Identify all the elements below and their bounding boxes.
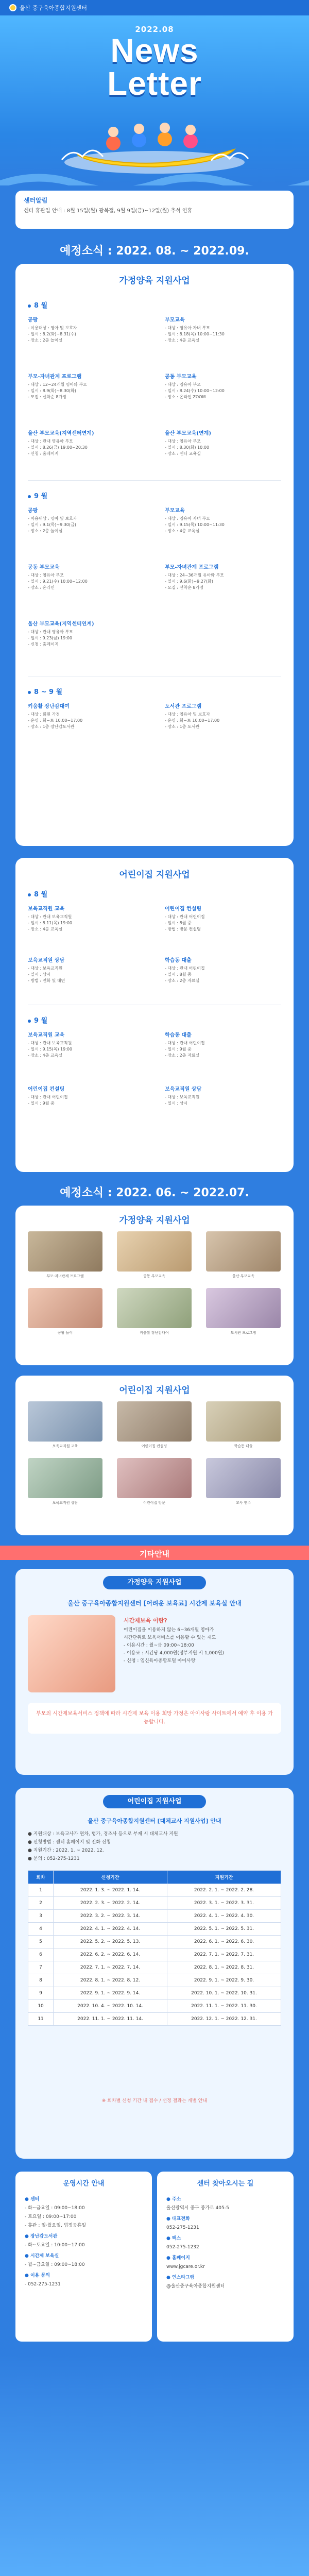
table-cell: 2022. 2. 1. ~ 2022. 2. 28.	[167, 1884, 281, 1897]
hours-box	[15, 2172, 152, 2342]
photo-caption: 부모-자녀관계 프로그램	[46, 1274, 84, 1278]
table-cell: 3	[28, 1910, 54, 1923]
timecare-headline: 울산 중구육아종합지원센터 [어려운 보육료] 시간제 보육실 안내	[67, 1600, 242, 1607]
info-line: 052-275-1231	[166, 2225, 199, 2230]
title-news: News	[110, 32, 199, 69]
substitute-teacher-card	[15, 1788, 294, 2159]
program-item: 공동 부모교육 - 대상 : 영유아 부모 - 일시 : 9.21(수) 10:00~12:00 - 장소 : 온라인	[28, 565, 88, 590]
divider	[28, 480, 281, 481]
other-banner-label: 기타안내	[140, 1549, 169, 1558]
timecare-photo	[28, 1615, 115, 1692]
timecare-highlight: 부모의 시간제보육서비스 정책에 따라 시간제 보육 이용 희망 가정은 아이사랑 사이트에서 예약 후 이용 가능합니다.	[28, 1703, 281, 1734]
photo-thumbnail[interactable]	[206, 1401, 281, 1442]
photo-caption: 공동 부모교육	[143, 1274, 165, 1278]
program-item: 보육교직원 상담 - 대상 : 보육교직원 - 일시 : 상시	[165, 1087, 202, 1106]
table-row	[28, 1948, 281, 1961]
table-cell: 7	[28, 1961, 54, 1974]
info-line: - 화~토요일 : 10:00~17:00	[25, 2243, 85, 2248]
info-line: www.jgcare.or.kr	[166, 2264, 205, 2269]
table-header-cell: 지원기간	[167, 1871, 281, 1884]
other-banner	[0, 1546, 309, 1560]
schedule-table	[28, 1870, 281, 2026]
table-cell: 2022. 11. 1. ~ 2022. 11. 14.	[54, 2013, 167, 2026]
table-cell: 2022. 3. 1. ~ 2022. 3. 31.	[167, 1897, 281, 1910]
contact-box	[157, 2172, 294, 2342]
photo-thumbnail[interactable]	[28, 1458, 102, 1498]
info-line: - 052-275-1231	[25, 2282, 61, 2287]
photo-caption: 보육교직원 교육	[52, 1444, 78, 1448]
program-item: 보육교직원 교육 - 대상 : 관내 보육교직원 - 일시 : 9.15(목) 19:00 - 장소 : 4층 교육실	[28, 1032, 73, 1058]
table-header-row	[28, 1871, 281, 1884]
schedule-note: ※ 회차별 신청 기간 내 접수 / 선정 결과는 개별 안내	[101, 2098, 208, 2104]
program-item: 공동 부모교육 - 대상 : 영유아 부모 - 일시 : 8.24(수) 10:00~12:00 - 장소 : 온라인 ZOOM	[165, 374, 225, 399]
substitute-body: ● 지원대상 : 보육교사가 연차, 병가, 경조사 등으로 부재 시 대체교사 지원 ● 신청방법 : 센터 홈페이지 및 전화 신청 ● 지원기간 : 2022. 1. ~ 2022. 12. ● 문의 : 052-275-1231	[28, 1832, 178, 1861]
program-item: 어린이집 컨설팅 - 대상 : 관내 어린이집 - 일시 : 9월 중	[28, 1087, 68, 1106]
table-cell: 5	[28, 1936, 54, 1948]
program-item: 키움활 장난감대여 - 대상 : 회원 가정 - 운영 : 화~토 10:00~17:00 - 장소 : 1층 장난감도서관	[28, 704, 83, 729]
table-cell: 2022. 3. 2. ~ 2022. 3. 14.	[54, 1910, 167, 1923]
table-row	[28, 1884, 281, 1897]
table-cell: 2022. 7. 1. ~ 2022. 7. 31.	[167, 1948, 281, 1961]
info-line: ● 이용 문의	[25, 2273, 50, 2278]
table-cell: 2022. 7. 1. ~ 2022. 7. 14.	[54, 1961, 167, 1974]
table-cell: 2022. 4. 1. ~ 2022. 4. 14.	[54, 1923, 167, 1936]
photo-thumbnail[interactable]	[117, 1288, 192, 1328]
table-cell: 2022. 9. 1. ~ 2022. 9. 30.	[167, 1974, 281, 1987]
daycare-support-card	[15, 858, 294, 1172]
month-label: 9 월	[28, 1015, 47, 1025]
table-row	[28, 2013, 281, 2026]
table-cell: 2022. 6. 2. ~ 2022. 6. 14.	[54, 1948, 167, 1961]
program-item: 부모-자녀관계 프로그램 - 대상 : 12~24개월 영아와 부모 - 일시 : 8.9(화)~8.30(화) - 모집 : 선착순 8가정	[28, 374, 87, 399]
footer-illustration	[0, 2354, 309, 2576]
card-title: 가정양육 지원사업	[119, 276, 190, 286]
photo-caption: 교사 연수	[235, 1501, 251, 1505]
table-cell: 9	[28, 1987, 54, 2000]
info-line: ● 시간제 보육실	[25, 2253, 59, 2259]
table-cell: 4	[28, 1923, 54, 1936]
photo-caption: 공팡 놀이	[57, 1331, 73, 1335]
photo-thumbnail[interactable]	[28, 1401, 102, 1442]
table-cell: 2	[28, 1897, 54, 1910]
table-row	[28, 1936, 281, 1948]
table-cell: 2022. 2. 3. ~ 2022. 2. 14.	[54, 1897, 167, 1910]
hours-title: 운영시간 안내	[63, 2180, 105, 2188]
table-cell: 2022. 10. 4. ~ 2022. 10. 14.	[54, 2000, 167, 2013]
table-cell: 2022. 10. 1. ~ 2022. 10. 31.	[167, 1987, 281, 2000]
table-cell: 2022. 12. 1. ~ 2022. 12. 31.	[167, 2013, 281, 2026]
info-line: - 토요일 : 09:00~17:00	[25, 2214, 77, 2219]
month-label: 9 월	[28, 490, 47, 500]
timecare-intro-title: 시간제보육 이란?	[124, 1617, 167, 1624]
table-cell: 2022. 5. 2. ~ 2022. 5. 13.	[54, 1936, 167, 1948]
program-item: 울산 부모교육(지역센터연계) - 대상 : 관내 영유아 부모 - 일시 : 8.26(금) 19:00~20:30 - 신청 : 홈페이지	[28, 431, 94, 456]
table-row	[28, 1923, 281, 1936]
program-item: 울산 부모교육(연계) - 대상 : 영유아 부모 - 일시 : 8.30(화) 10:00 - 장소 : 센터 교육실	[165, 431, 211, 456]
photo-caption: 키움활 장난감대여	[140, 1331, 169, 1335]
info-line: 052-275-1232	[166, 2245, 199, 2250]
table-cell: 2022. 4. 1. ~ 2022. 4. 30.	[167, 1910, 281, 1923]
table-cell: 2022. 8. 1. ~ 2022. 8. 12.	[54, 1974, 167, 1987]
table-cell: 11	[28, 2013, 54, 2026]
info-line: - 월~금요일 : 09:00~18:00	[25, 2262, 85, 2267]
section-banner-upcoming: 예정소식 : 2022. 08. ~ 2022.09.	[60, 245, 249, 258]
table-cell: 2022. 6. 1. ~ 2022. 6. 30.	[167, 1936, 281, 1948]
photo-caption: 학습동 대출	[234, 1444, 253, 1448]
program-item: 보육교직원 교육 - 대상 : 관내 보육교직원 - 일시 : 8.11(목) 19:00 - 장소 : 4층 교육실	[28, 906, 73, 931]
table-cell: 2022. 11. 1. ~ 2022. 11. 30.	[167, 2000, 281, 2013]
info-line: - 휴관 : 일·월요일, 법정공휴일	[25, 2223, 87, 2228]
photo-thumbnail[interactable]	[206, 1288, 281, 1328]
table-row	[28, 2000, 281, 2013]
table-row	[28, 1910, 281, 1923]
table-cell: 8	[28, 1974, 54, 1987]
info-line: ● 인스타그램	[166, 2275, 195, 2280]
timecare-card	[15, 1569, 294, 1775]
info-line: ● 홈페이지	[166, 2256, 190, 2261]
photo-thumbnail[interactable]	[206, 1458, 281, 1498]
timecare-intro-body: 어린이집을 이용하지 않는 6~36개월 영아가 시간단위로 보육서비스를 이용할 수 있는 제도 - 이용시간 : 월~금 09:00~18:00 - 이용료 : 시간당 4,000원(정부지원 시 1,000원) - 신청 : 임신육아종합포털 아이사랑	[124, 1628, 225, 1664]
card-pill-title: 어린이집 지원사업	[103, 1795, 206, 1808]
table-cell: 2022. 8. 1. ~ 2022. 8. 31.	[167, 1961, 281, 1974]
program-item: 공팡 - 이용대상 : 영아 및 보호자 - 일시 : 8.2(화)~8.31(수) - 장소 : 2층 놀이실	[28, 317, 77, 343]
program-item: 학습동 대출 - 대상 : 관내 어린이집 - 일시 : 8월 중 - 장소 : 2층 자료실	[165, 958, 205, 983]
review-daycare-card	[15, 1376, 294, 1535]
info-line: ● 팩스	[166, 2236, 181, 2241]
info-line: 울산광역시 중구 종가로 405-5	[166, 2206, 229, 2211]
wave-decoration	[0, 165, 309, 185]
info-line: @울산중구육아종합지원센터	[166, 2284, 225, 2289]
edition-label: 2022.08	[135, 25, 174, 34]
program-item: 학습동 대출 - 대상 : 관내 어린이집 - 일시 : 9월 중 - 장소 : 2층 자료실	[165, 1032, 205, 1058]
contact-list	[166, 2193, 287, 2291]
program-item: 부모-자녀관계 프로그램 - 대상 : 24~36개월 유아와 부모 - 일시 : 9.6(화)~9.27(화) - 모집 : 선착순 8가정	[165, 565, 224, 590]
info-line: ● 대표전화	[166, 2216, 190, 2222]
table-cell: 6	[28, 1948, 54, 1961]
photo-caption: 어린이집 방문	[143, 1501, 165, 1505]
photo-thumbnail[interactable]	[206, 1231, 281, 1272]
card-title: 가정양육 지원사업	[119, 1215, 190, 1226]
notice-body: 센터 휴관일 안내 : 8월 15일(월) 광복절, 9월 9일(금)~12일(월) 추석 연휴	[24, 208, 193, 214]
table-cell: 10	[28, 2000, 54, 2013]
photo-caption: 보육교직원 상담	[52, 1501, 78, 1505]
photo-caption: 도서관 프로그램	[230, 1331, 256, 1335]
table-row	[28, 1974, 281, 1987]
hours-list	[25, 2193, 146, 2289]
table-cell: 2022. 5. 1. ~ 2022. 5. 31.	[167, 1923, 281, 1936]
logo-icon	[9, 4, 16, 11]
photo-thumbnail[interactable]	[117, 1401, 192, 1442]
info-line: ● 센터	[25, 2197, 40, 2202]
info-line: ● 주소	[166, 2197, 181, 2202]
month-label: 8 ~ 9 월	[28, 686, 62, 696]
card-title: 어린이집 지원사업	[119, 870, 190, 880]
photo-thumbnail[interactable]	[117, 1458, 192, 1498]
month-label: 8 월	[28, 300, 47, 310]
table-header-cell: 신청기간	[54, 1871, 167, 1884]
photo-caption: 어린이집 컨설팅	[141, 1444, 167, 1448]
photo-thumbnail[interactable]	[117, 1231, 192, 1272]
program-item: 보육교직원 상담 - 대상 : 보육교직원 - 일시 : 상시 - 방법 : 전화 및 대면	[28, 958, 65, 983]
notice-box	[15, 191, 294, 229]
table-row	[28, 1897, 281, 1910]
substitute-headline: 울산 중구육아종합지원센터 [대체교사 지원사업] 안내	[88, 1818, 221, 1824]
program-item: 울산 부모교육(지역센터연계) - 대상 : 관내 영유아 부모 - 일시 : 9.23(금) 19:00 - 신청 : 홈페이지	[28, 621, 94, 647]
card-title: 어린이집 지원사업	[119, 1385, 190, 1396]
info-line: ● 장난감도서관	[25, 2234, 58, 2239]
logo-text: 울산 중구육아종합지원센터	[20, 5, 88, 11]
table-cell: 2022. 9. 1. ~ 2022. 9. 14.	[54, 1987, 167, 2000]
family-support-card	[15, 264, 294, 846]
photo-thumbnail[interactable]	[28, 1288, 102, 1328]
info-line: - 화~금요일 : 09:00~18:00	[25, 2206, 85, 2211]
table-row	[28, 1961, 281, 1974]
table-header-cell: 회차	[28, 1871, 54, 1884]
program-item: 부모교육 - 대상 : 영유아 자녀 부모 - 일시 : 8.18(목) 10:00~11:30 - 장소 : 4층 교육실	[165, 317, 225, 343]
newsletter-title	[0, 25, 309, 100]
program-item: 부모교육 - 대상 : 영유아 자녀 부모 - 일시 : 9.15(목) 10:00~11:30 - 장소 : 4층 교육실	[165, 508, 225, 533]
section-banner-recent: 예정소식 : 2022. 06. ~ 2022.07.	[60, 1187, 249, 1199]
program-item: 도서관 프로그램 - 대상 : 영유아 및 보호자 - 운영 : 화~토 10:00~17:00 - 장소 : 1층 도서관	[165, 704, 220, 729]
program-item: 어린이집 컨설팅 - 대상 : 관내 어린이집 - 일시 : 8월 중 - 방법 : 방문 컨설팅	[165, 906, 205, 931]
program-item: 공팡 - 이용대상 : 영아 및 보호자 - 일시 : 9.1(목)~9.30(금) - 장소 : 2층 놀이실	[28, 508, 77, 533]
table-row	[28, 1987, 281, 2000]
photo-thumbnail[interactable]	[28, 1231, 102, 1272]
month-label: 8 월	[28, 889, 47, 899]
table-cell: 1	[28, 1884, 54, 1897]
title-letter: Letter	[107, 65, 202, 102]
notice-title: 센터알림	[24, 197, 48, 204]
photo-caption: 울산 부모교육	[232, 1274, 254, 1278]
card-pill-title: 가정양육 지원사업	[103, 1576, 206, 1589]
table-cell: 2022. 1. 3. ~ 2022. 1. 14.	[54, 1884, 167, 1897]
review-family-card	[15, 1206, 294, 1365]
center-logo[interactable]	[9, 3, 87, 12]
contact-title: 센터 찾아오시는 길	[197, 2180, 254, 2188]
